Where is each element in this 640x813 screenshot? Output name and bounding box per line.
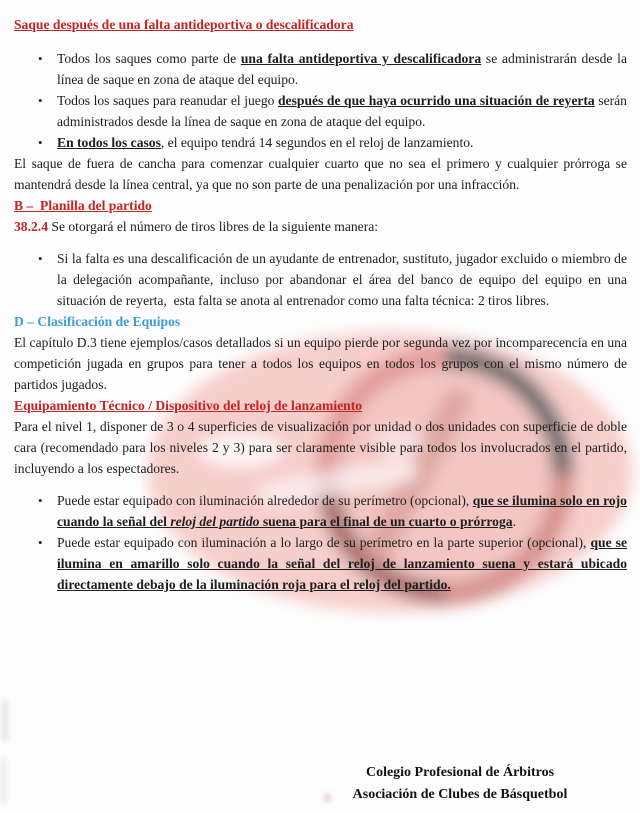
text-run: En todos los casos: [57, 135, 161, 150]
section-heading-scoresheet: B – Planilla del partido: [14, 198, 152, 213]
rule-38-2-4: [14, 216, 627, 237]
text-run: una falta antideportiva y descalificadora: [240, 51, 482, 66]
text-run: serán administrados desde la línea de saque en zona de ataque del equipo.: [57, 93, 627, 129]
signature-line-1: Colegio Profesional de Árbitros: [365, 765, 555, 780]
scan-artifact: [1, 758, 6, 804]
bullet-item: [57, 490, 627, 532]
bullet-item: [57, 48, 627, 90]
signature-block: [295, 762, 625, 806]
scan-artifact: [2, 700, 8, 742]
text-run: reloj del partido: [170, 514, 260, 529]
section-heading-serve: Saque después de una falta antideportiva o descalificadora: [14, 17, 354, 32]
text-run: después de que haya ocurrido una situación de reyerta: [278, 93, 595, 108]
text-run: Puede estar equipado con iluminación a lo largo de su perímetro en la parte superior (opcional),: [57, 535, 591, 550]
text-run: Puede estar equipado con iluminación alrededor de su perímetro (opcional),: [57, 493, 473, 508]
paragraph-serve-note: El saque de fuera de cancha para comenzar cualquier cuarto que no sea el primero y cualquier prórroga se mantendrá desde la línea central, ya que no son parte de una penalización por una infracción.: [14, 156, 627, 192]
rule-number: 38.2.4: [14, 219, 48, 234]
text-run: , el equipo tendrá 14 segundos en el reloj de lanzamiento.: [160, 135, 474, 150]
paragraph-classification: El capítulo D.3 tiene ejemplos/casos detallados si un equipo pierde por segunda vez por incomparecencia en una competición jugada en grupos para tener a todos los equipos en todos los grupos con el mismo número de partidos jugados.: [14, 335, 627, 392]
text-run: Todos los saques para reanudar el juego: [57, 93, 278, 108]
equipment-bullet-list: [14, 490, 627, 595]
text-run: que se ilumina solo en rojo cuando la señal del: [57, 493, 627, 529]
text-run: que se ilumina en amarillo solo cuando la señal del reloj de lanzamiento suena y estará ubicado directamente debajo de la iluminación roja para el reloj del partido.: [57, 535, 627, 592]
bullet-item: [57, 132, 627, 153]
signature-line-2: Asociación de Clubes de Básquetbol: [352, 787, 568, 802]
section-heading-equipment: Equipamiento Técnico / Dispositivo del reloj de lanzamiento: [14, 398, 363, 413]
rule-text: Se otorgará el número de tiros libres de la siguiente manera:: [51, 219, 379, 234]
bullet-item: • Si la falta es una descalificación de un ayudante de entrenador, sustituto, jugador excluido o miembro de la delegación acompañante, incluso por abandonar el área del banco de equipo del equipo en una situación de reyerta, esta falta se anota al entrenador como una falta técnica: 2 tiros libres.: [57, 248, 627, 311]
freethrow-bullet-list: [14, 248, 627, 311]
serve-bullet-list: [14, 48, 627, 153]
section-heading-classification: D – Clasificación de Equipos: [14, 314, 181, 329]
text-run: suena para el final de un cuarto o prórroga: [259, 514, 513, 529]
text-run: Todos los saques como parte de: [57, 51, 241, 66]
paragraph-equipment: Para el nivel 1, disponer de 3 o 4 superficies de visualización por unidad o dos unidades con superficie de doble cara (recomendado para los niveles 2 y 3) para ser claramente visible para todos los involucrados en el partido, incluyendo a los espectadores.: [14, 419, 627, 476]
text-run: se administrarán desde la línea de saque en zona de ataque del equipo.: [57, 51, 627, 87]
bullet-item: [57, 532, 627, 595]
text-run: .: [512, 514, 516, 529]
bullet-item: [57, 90, 627, 132]
